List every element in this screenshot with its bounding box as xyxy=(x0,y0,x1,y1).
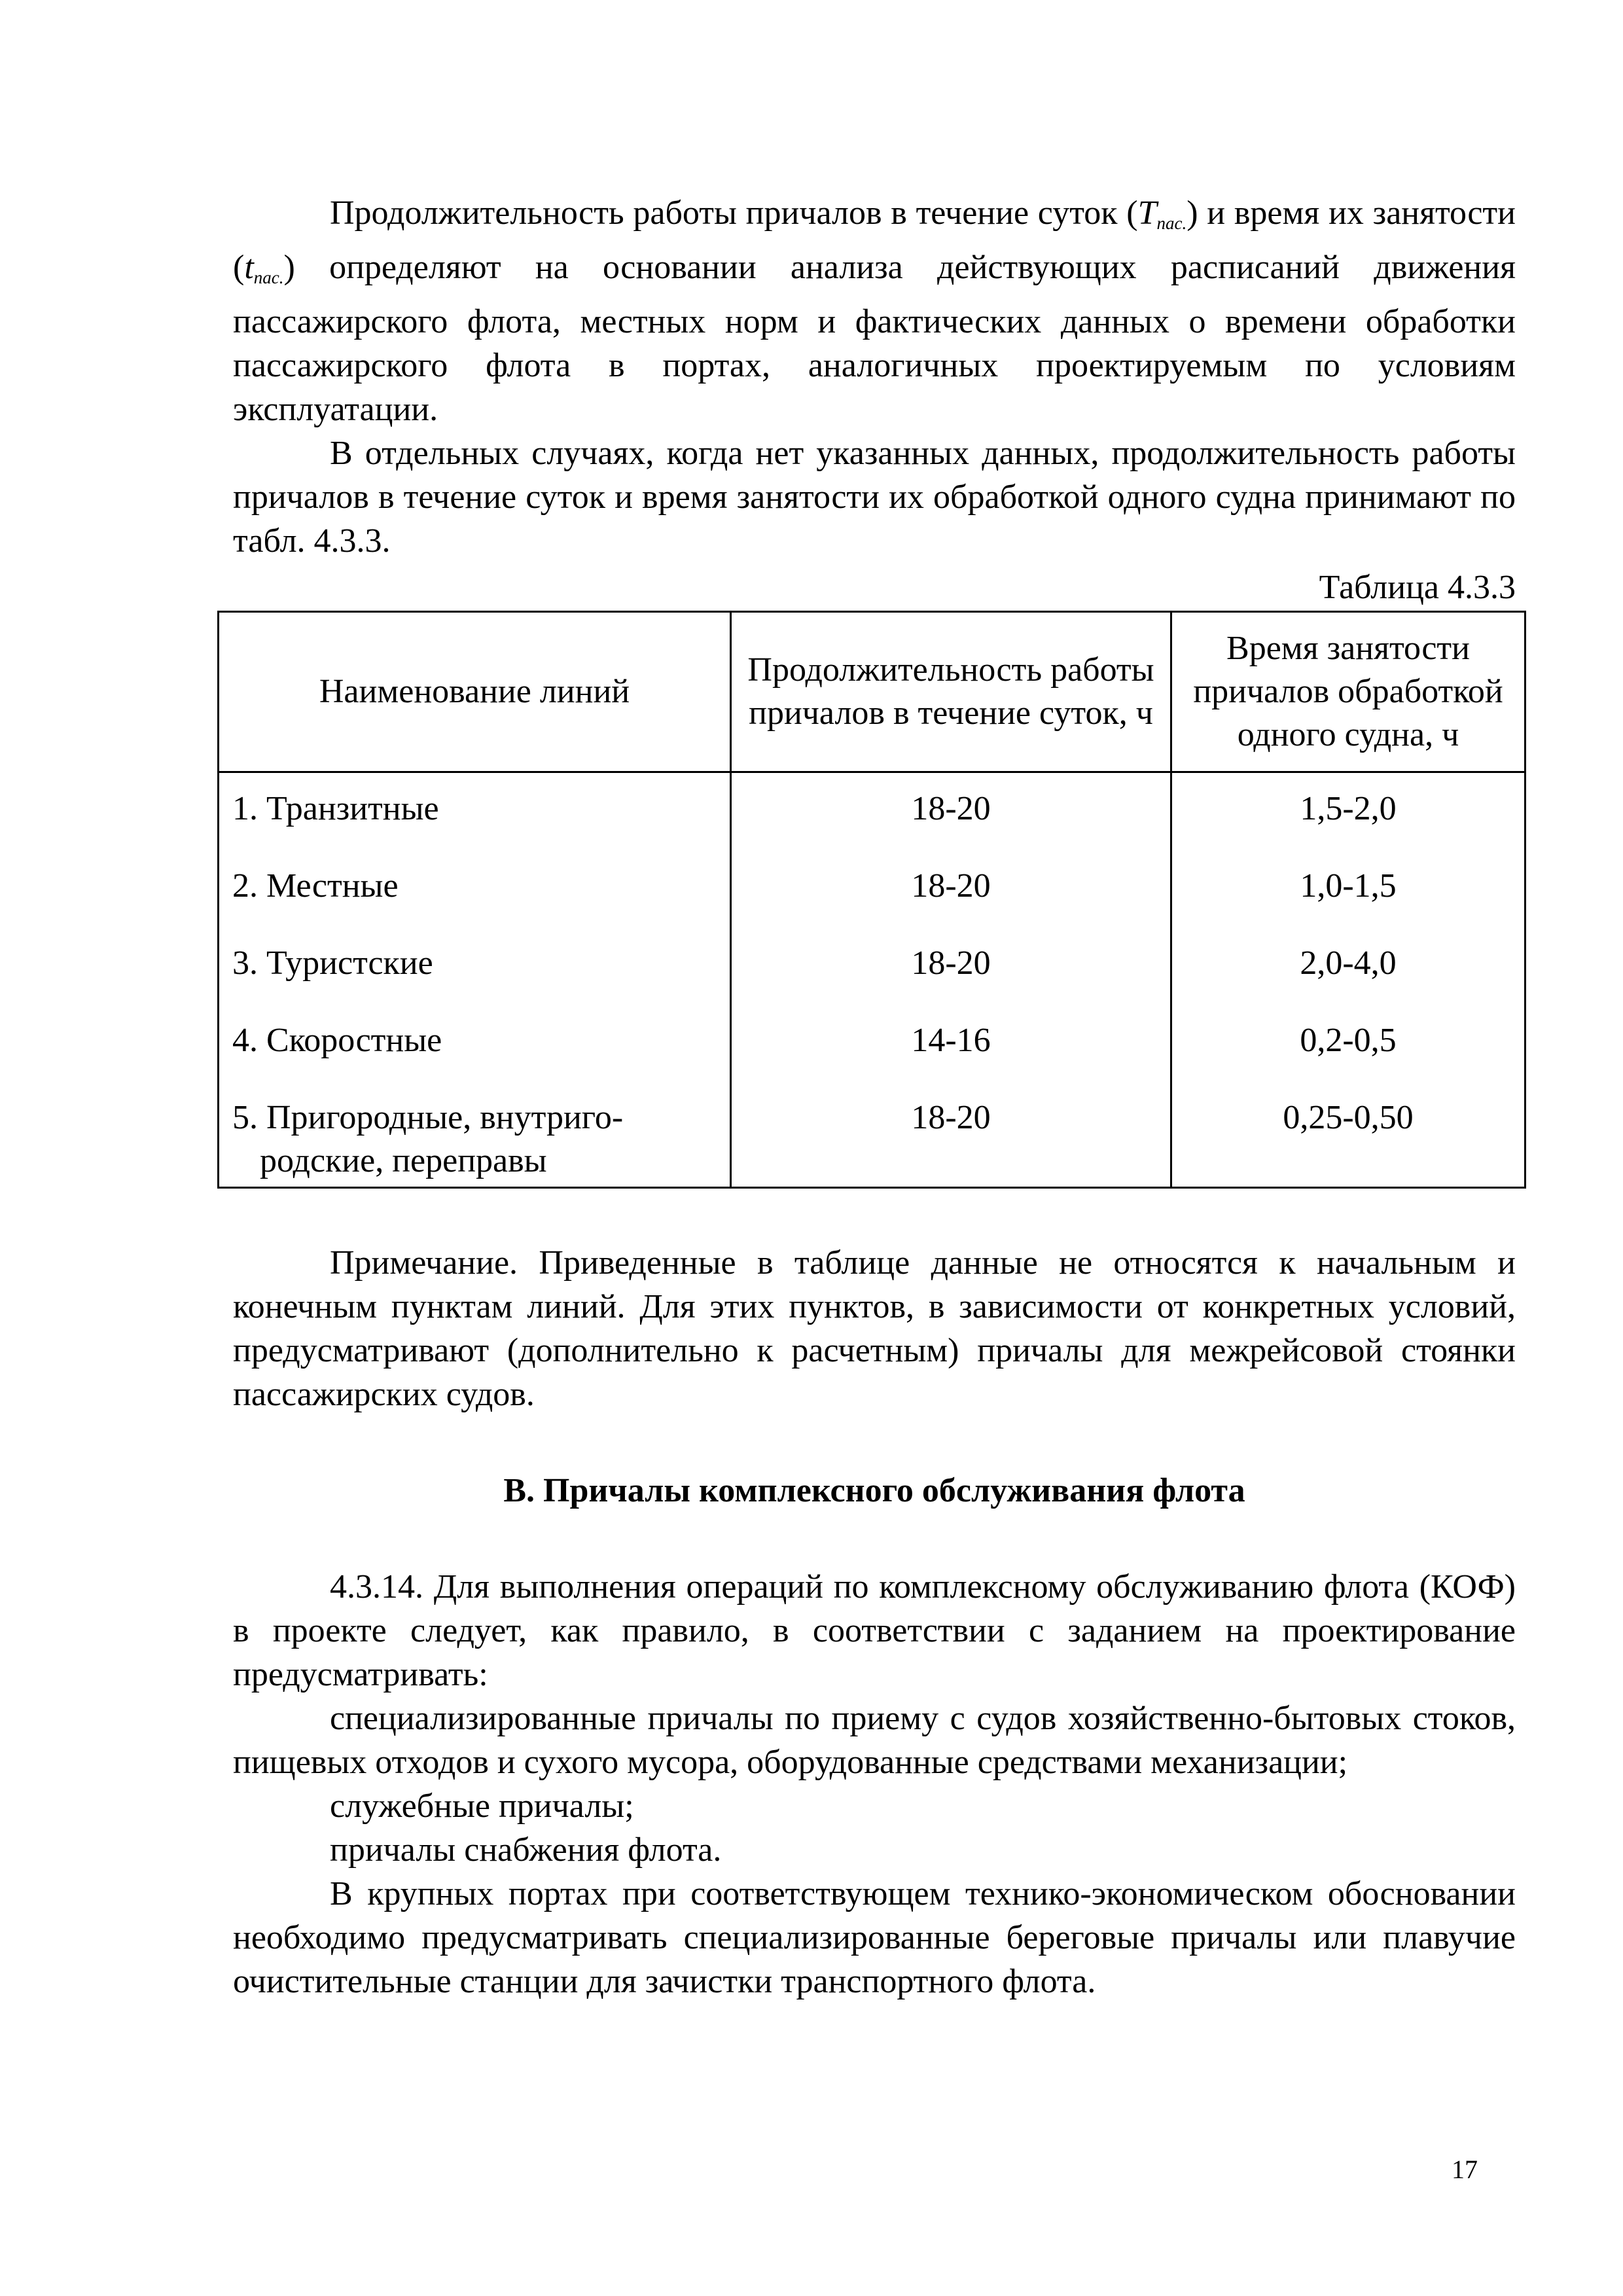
row-duration: 18-20 xyxy=(731,772,1171,865)
section-paragraph-2: В крупных портах при соответствующем технико-экономическом обосновании необходимо предусматривать специализированные береговые причалы или плавучие очистительные станции для зачистки транспортного флота. xyxy=(233,1875,1516,2000)
row-occupancy: 0,25-0,50 xyxy=(1171,1096,1525,1188)
symbol-T: T xyxy=(1137,194,1157,232)
row-name: 3. Туристские xyxy=(219,942,731,1019)
table-header-row xyxy=(219,612,1525,772)
row-duration: 14-16 xyxy=(731,1019,1171,1096)
berth-table xyxy=(217,611,1526,1189)
row-name: 1. Транзитные xyxy=(219,772,731,865)
section-list-item: причалы снабжения флота. xyxy=(330,1831,722,1869)
intro-text-1: Продолжительность работы причалов в течение суток ( xyxy=(330,194,1138,232)
section-heading: В. Причалы комплексного обслуживания флота xyxy=(503,1472,1245,1509)
row-occupancy: 1,5-2,0 xyxy=(1171,772,1525,865)
table-row xyxy=(219,1096,1525,1188)
page-number: 17 xyxy=(1452,2155,1478,2184)
row-duration: 18-20 xyxy=(731,942,1171,1019)
row-duration: 18-20 xyxy=(731,865,1171,942)
symbol-T-subscript: пас. xyxy=(1156,213,1187,233)
intro-text-2: ) и время их занятости ( xyxy=(233,194,1516,286)
row-name: 2. Местные xyxy=(219,865,731,942)
table-row xyxy=(219,865,1525,942)
symbol-t: t xyxy=(244,249,254,286)
row-name-line-1: 5. Пригородные, внутриго- xyxy=(232,1099,624,1136)
row-name-line-2: родские, переправы xyxy=(260,1142,547,1179)
row-occupancy: 2,0-4,0 xyxy=(1171,942,1525,1019)
table-row xyxy=(219,772,1525,865)
section-list-item: специализированные причалы по приему с судов хозяйственно-бытовых стоков, пищевых отходов и сухого мусора, оборудованные средствами механизации; xyxy=(233,1700,1516,1781)
header-duration: Продолжительность работы причалов в течение суток, ч xyxy=(731,612,1171,772)
intro-text-3: ) определяют на основании анализа действующих расписаний движения пассажирского флота, местных норм и фактических данных о времени обработки пассажирского флота в портах, аналогичных проектируемым по условиям эксплуатации. xyxy=(233,249,1516,428)
row-duration: 18-20 xyxy=(731,1096,1171,1188)
table-caption: Таблица 4.3.3 xyxy=(1319,569,1516,606)
intro-paragraph-1 xyxy=(233,191,1516,431)
header-occupancy: Время занятости причалов обработкой одного судна, ч xyxy=(1171,612,1525,772)
document-page xyxy=(233,191,1516,2003)
intro-paragraph-2: В отдельных случаях, когда нет указанных данных, продолжительность работы причалов в течение суток и время занятости их обработкой одного судна принимают по табл. 4.3.3. xyxy=(233,435,1516,560)
row-name-multiline xyxy=(219,1096,731,1188)
row-name: 4. Скоростные xyxy=(219,1019,731,1096)
table-note: Примечание. Приведенные в таблице данные не относятся к начальным и конечным пунктам линий. Для этих пунктов, в зависимости от конкретных условий, предусматривают (дополнительно к расчетным) причалы для межрейсовой стоянки пассажирских судов. xyxy=(233,1244,1516,1413)
table-row xyxy=(219,1019,1525,1096)
symbol-t-subscript: пас. xyxy=(253,268,284,287)
header-line-name: Наименование линий xyxy=(219,612,731,772)
row-occupancy: 1,0-1,5 xyxy=(1171,865,1525,942)
row-occupancy: 0,2-0,5 xyxy=(1171,1019,1525,1096)
table-row xyxy=(219,942,1525,1019)
section-list-item: служебные причалы; xyxy=(330,1787,634,1825)
section-paragraph-1: 4.3.14. Для выполнения операций по комплексному обслуживанию флота (КОФ) в проекте следует, как правило, в соответствии с заданием на проектирование предусматривать: xyxy=(233,1568,1516,1693)
